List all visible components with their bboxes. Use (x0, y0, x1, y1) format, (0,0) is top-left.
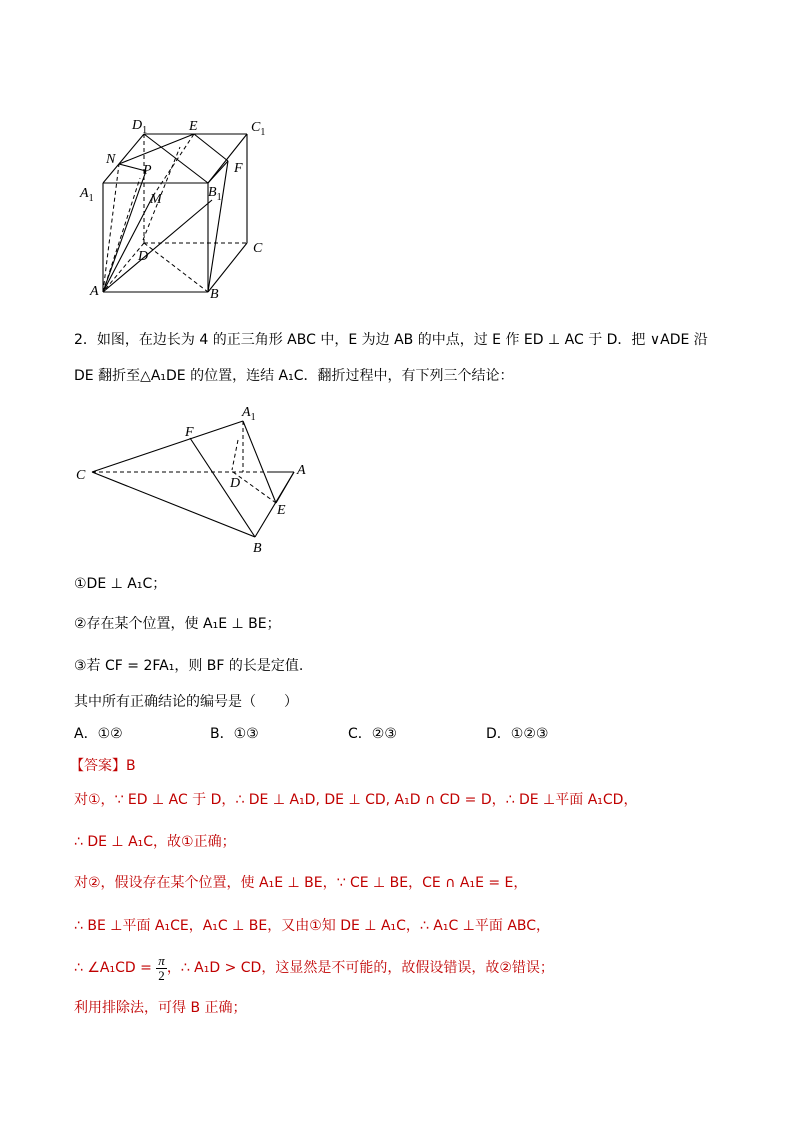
statement-1: ①DE ⊥ A₁C； (74, 576, 167, 592)
solution-line-1: 对①，∵ ED ⊥ AC 于 D，∴ DE ⊥ A₁D, DE ⊥ CD, A₁D ∩ CD = D，∴ DE ⊥平面 A₁CD， (74, 792, 638, 808)
svg-text:E: E (277, 503, 286, 518)
problem-text-1: ．如图，在边长为 4 的正三角形 ABC 中，E 为边 AB 的中点，过 E 作 ED ⊥ AC 于 D．把 ∨ADE 沿 (82, 332, 708, 348)
svg-text:A1: $A_1$ (80, 186, 94, 204)
solution-line-4: ∴ BE ⊥平面 A₁CE，A₁C ⊥ BE，又由①知 DE ⊥ A₁C，∴ A₁C ⊥平面 ABC， (74, 918, 551, 934)
figure-folding (70, 400, 330, 560)
svg-text:F: F (185, 425, 194, 440)
statement-2: ②存在某个位置，使 A₁E ⊥ BE； (74, 616, 281, 632)
frac-denominator: 2 (158, 967, 165, 983)
pi-over-two (156, 954, 167, 983)
svg-text:N: N (106, 152, 116, 167)
problem-line-1 (74, 330, 708, 350)
solution-line-2: ∴ DE ⊥ A₁C，故①正确； (74, 834, 236, 850)
svg-text:B1: $B_1$ (208, 185, 222, 203)
solution-line-5 (74, 952, 554, 984)
option-c: C．②③ (348, 726, 397, 742)
svg-text:A1: $A_1$ (242, 405, 256, 423)
options-row (74, 724, 714, 744)
frac-numerator: π (158, 952, 165, 968)
option-a: A．①② (74, 726, 123, 742)
svg-text:D: D (230, 476, 241, 491)
problem-number: 2 (74, 332, 83, 348)
solution-line-3: 对②，假设存在某个位置，使 A₁E ⊥ BE，∵ CE ⊥ BE，CE ∩ A₁E = E， (74, 875, 528, 891)
answer-label: 【答案】 (70, 758, 126, 774)
folding-labels (76, 405, 306, 556)
svg-text:C: C (76, 468, 86, 483)
answer-value: B (126, 758, 136, 774)
svg-text:D1: $D_1$ (132, 118, 148, 136)
svg-text:M: M (150, 192, 162, 207)
svg-text:C: C (253, 241, 263, 256)
figure-prism (60, 110, 300, 310)
svg-text:F: F (234, 161, 243, 176)
problem-line-2 (74, 366, 514, 386)
svg-text:B: B (210, 287, 219, 302)
svg-text:A: A (90, 284, 99, 299)
solution-line-6: 利用排除法，可得 B 正确； (74, 1000, 247, 1016)
option-b: B．①③ (210, 726, 259, 742)
solution-line-5b: ，∴ A₁D > CD，这显然是不可能的，故假设错误，故②错误； (166, 960, 554, 976)
svg-text:B: B (253, 541, 262, 556)
problem-text-2: DE 翻折至△A₁DE 的位置，连结 A₁C．翻折过程中，有下列三个结论： (74, 368, 514, 384)
svg-text:A: A (297, 463, 306, 478)
option-d: D．①②③ (486, 726, 549, 742)
svg-text:E: E (189, 119, 198, 134)
statement-3: ③若 CF = 2FA₁，则 BF 的长是定值. (74, 658, 304, 674)
question: 其中所有正确结论的编号是（ ） (74, 694, 298, 710)
svg-text:P: P (143, 163, 152, 178)
solution-line-5a: ∴ ∠A₁CD = (74, 960, 152, 976)
answer-line (70, 756, 136, 776)
svg-text:C1: $C_1$ (251, 120, 266, 138)
prism-solid-edges (103, 134, 247, 292)
svg-text:D: D (138, 249, 149, 264)
